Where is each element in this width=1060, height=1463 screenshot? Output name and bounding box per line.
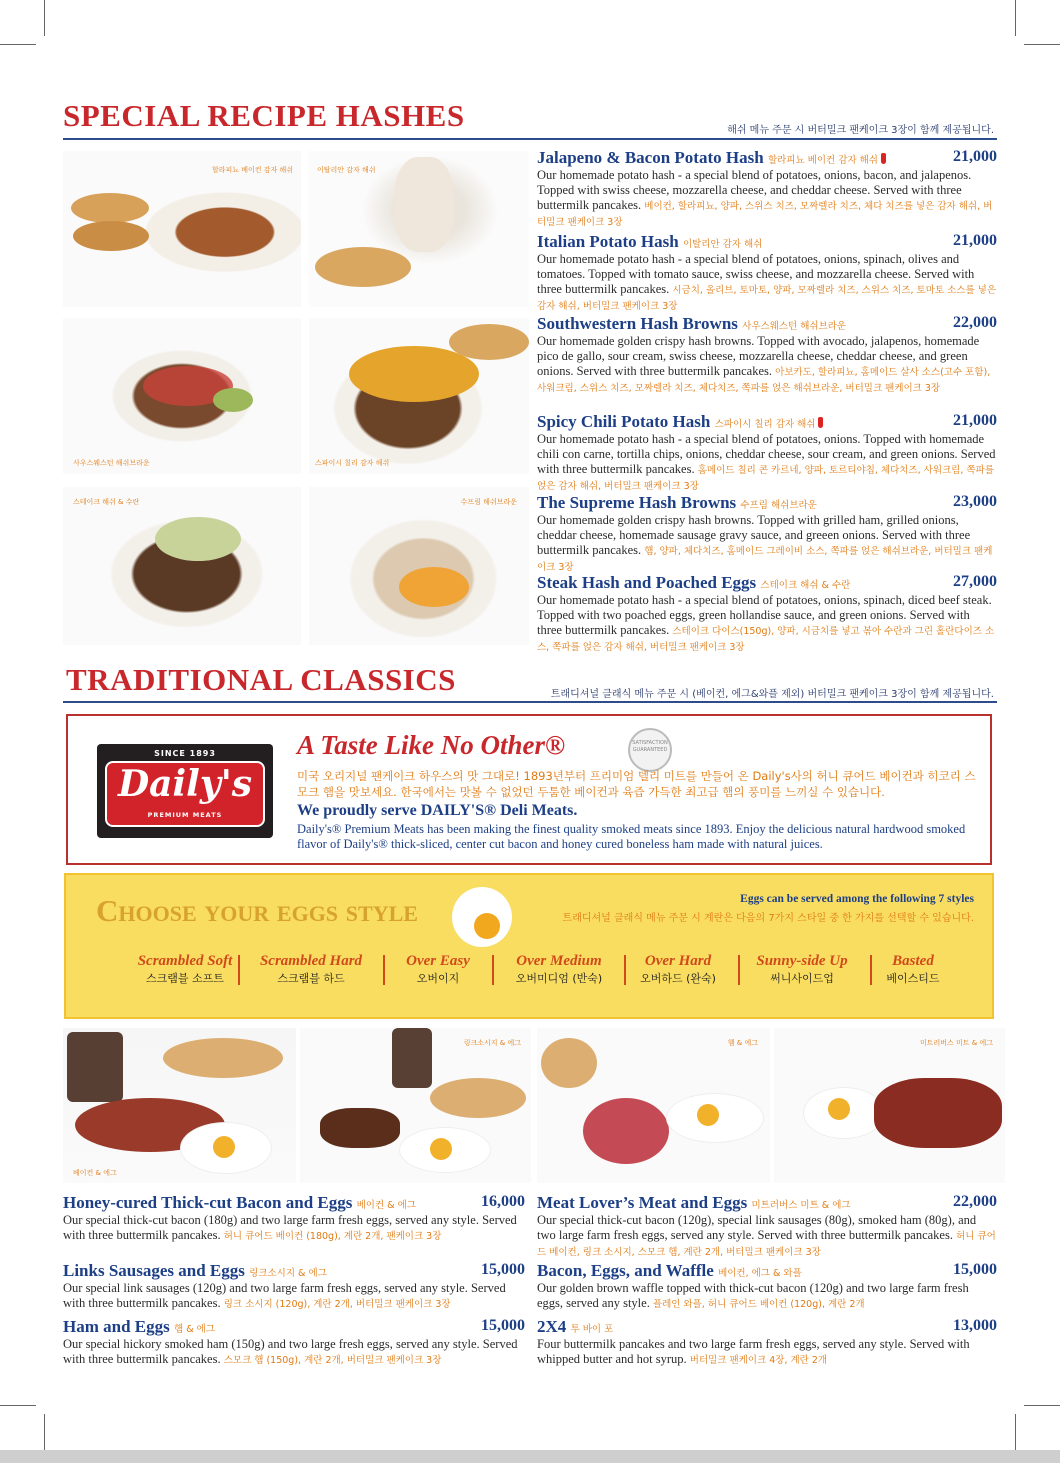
logo-since: SINCE 1893 bbox=[154, 749, 216, 758]
item-name: Ham and Eggs bbox=[63, 1317, 170, 1336]
item-name: Southwestern Hash Browns bbox=[537, 314, 738, 333]
egg-style-over-easy: Over Easy 오버이지 bbox=[406, 953, 470, 985]
crop-mark bbox=[1015, 0, 1016, 36]
item-description-ko: 아보카도, 할라피뇨, 홈메이드 살사 소스(고수 포함), 사워크림, 스위스 치즈, 모짜렐라 치즈, 체다치즈, 쪽파를 얹은 해쉬브라운, 버터밀크 팬케이크 3장 bbox=[537, 367, 991, 394]
item-price: 13,000 bbox=[953, 1317, 997, 1334]
item-name: Steak Hash and Poached Eggs bbox=[537, 573, 757, 592]
item-name-ko: 수프림 해쉬브라운 bbox=[740, 500, 817, 511]
sausages-eggs-photo bbox=[300, 1028, 531, 1183]
dailys-promo-box bbox=[66, 714, 992, 865]
dailys-logo bbox=[97, 744, 273, 838]
photo-tag: 베이컨 & 에그 bbox=[73, 1169, 117, 1177]
dailys-subhead: We proudly serve DAILY'S® Deli Meats. bbox=[297, 802, 578, 819]
menu-item-supreme-hash-browns bbox=[537, 493, 997, 575]
eggs-note-en: Eggs can be served among the following 7 styles bbox=[740, 893, 974, 905]
photo-tag: 링크소시지 & 에그 bbox=[463, 1039, 521, 1047]
menu-item-bacon-eggs-waffle bbox=[537, 1261, 997, 1312]
photo-tag: 미트러버스 미트 & 에그 bbox=[920, 1039, 993, 1047]
classics-section-note: 트래디셔널 클래식 메뉴 주문 시 (베이컨, 에그&와플 제외) 버터밀크 팬케이크 3장이 함께 제공됩니다. bbox=[550, 689, 994, 700]
menu-item-steak-hash bbox=[537, 573, 997, 655]
item-description-ko: 허니 큐어드 베이컨, 링크 소시지, 스모크 햄, 계란 2개, 버터밀크 팬케이크 3장 bbox=[537, 1231, 996, 1258]
menu-item-sausages-eggs bbox=[63, 1261, 525, 1312]
ham-eggs-photo bbox=[537, 1028, 770, 1183]
crop-mark bbox=[44, 1414, 45, 1450]
meat-lovers-photo bbox=[774, 1028, 1005, 1183]
item-price: 21,000 bbox=[953, 232, 997, 249]
item-description: Our homemade potato hash - a special blend of potatoes, onions, spinach, olives and tomatoes. Topped with tomato sauce, swiss cheese, and mozzarella cheese. Served with three buttermilk pancakes. bbox=[537, 252, 975, 296]
item-name: Bacon, Eggs, and Waffle bbox=[537, 1261, 714, 1280]
item-price: 21,000 bbox=[953, 412, 997, 429]
menu-item-meat-lovers bbox=[537, 1193, 997, 1260]
style-divider bbox=[492, 955, 494, 985]
egg-style-scrambled-hard: Scrambled Hard 스크램블 하드 bbox=[259, 953, 363, 985]
dailys-korean-text: 미국 오리지널 팬케이크 하우스의 맛 그대로! 1893년부터 프리미엄 델리 미트를 만들어 온 Daily's사의 허니 큐어드 베이컨과 히코리 스모크 햄을 맛보세요. 한국에서는 맛볼 수 없었던 두툼한 베이컨과 육즙 가득한 최고급 햄의 풍미를 느끼실 수 있습니다. bbox=[297, 769, 976, 799]
style-divider bbox=[383, 955, 385, 985]
egg-style-sunny-side-up: Sunny-side Up 써니사이드업 bbox=[756, 953, 848, 985]
supreme-hash-photo bbox=[309, 487, 529, 645]
egg-icon bbox=[452, 887, 512, 947]
item-description: Our homemade golden crispy hash browns. Topped with grilled ham, grilled onions, cheddar cheese, homemade sausage gravy sauce, and greeen onions. Served with three buttermilk pancakes. bbox=[537, 513, 971, 557]
logo-name: Daily's bbox=[117, 763, 253, 805]
logo-sub: PREMIUM MEATS bbox=[147, 811, 223, 819]
item-name: 2X4 bbox=[537, 1317, 567, 1336]
spicy-chili-hash-photo bbox=[309, 318, 529, 474]
menu-item-ham-eggs bbox=[63, 1317, 525, 1368]
item-name: Italian Potato Hash bbox=[537, 232, 679, 251]
menu-item-southwestern-hash bbox=[537, 314, 997, 396]
satisfaction-seal-icon: SATISFACTION GUARANTEED bbox=[628, 728, 672, 772]
item-description: Our special thick-cut bacon (180g) and two large farm fresh eggs, served any style. Served with three buttermilk pancakes. bbox=[63, 1213, 517, 1242]
eggs-style-box bbox=[64, 873, 994, 1019]
item-description-ko: 스모크 햄 (150g), 계란 2개, 버터밀크 팬케이크 3장 bbox=[223, 1355, 442, 1366]
menu-item-bacon-eggs bbox=[63, 1193, 525, 1244]
eggs-style-title: Choose your eggs style bbox=[96, 893, 418, 928]
item-description-ko: 허니 큐어드 베이컨 (180g), 계란 2개, 팬케이크 3장 bbox=[223, 1231, 442, 1242]
item-description: Our homemade potato hash - a special blend of potatoes, onions. Topped with homemade chili con carne, tortilla chips, onions, cheddar cheese, sour cream, and green onions. Served with three buttermilk pancakes. bbox=[537, 432, 996, 476]
item-name: Jalapeno & Bacon Potato Hash bbox=[537, 148, 764, 167]
photo-tag: 수프림 해쉬브라운 bbox=[460, 498, 517, 506]
photo-tag: 스파이시 칠리 감자 해쉬 bbox=[315, 459, 390, 467]
hashes-section-rule bbox=[63, 138, 997, 140]
chili-icon bbox=[818, 417, 823, 428]
hashes-section-title: SPECIAL RECIPE HASHES bbox=[63, 98, 465, 133]
item-description: Our homemade golden crispy hash browns. Topped with avocado, jalapenos, homemade pico de gallo, sour cream, swiss cheese, mozzarella cheese, cheddar cheese, and green onions. Served with three buttermilk pancakes. bbox=[537, 334, 980, 378]
item-name: Links Sausages and Eggs bbox=[63, 1261, 245, 1280]
item-name: Honey-cured Thick-cut Bacon and Eggs bbox=[63, 1193, 353, 1212]
item-description: Our special link sausages (120g) and two large farm fresh eggs, served any style. Served with three buttermilk pancakes. bbox=[63, 1281, 506, 1310]
crop-mark bbox=[1015, 1414, 1016, 1450]
hashes-section-note: 해쉬 메뉴 주문 시 버터밀크 팬케이크 3장이 함께 제공됩니다. bbox=[727, 125, 994, 136]
photo-tag: 이탈리안 감자 해쉬 bbox=[317, 166, 376, 174]
item-description-ko: 플레인 와플, 허니 큐어드 베이컨 (120g), 계란 2개 bbox=[652, 1299, 865, 1310]
chili-icon bbox=[881, 153, 886, 164]
egg-style-over-medium: Over Medium 오버미디엄 (반숙) bbox=[515, 953, 603, 985]
item-name-ko: 사우스웨스턴 해쉬브라운 bbox=[742, 321, 847, 332]
item-name: Spicy Chili Potato Hash bbox=[537, 412, 711, 431]
italian-hash-photo bbox=[309, 151, 529, 307]
menu-item-italian-hash bbox=[537, 232, 997, 314]
menu-item-spicy-chili-hash bbox=[537, 412, 997, 494]
crop-mark bbox=[1024, 44, 1060, 45]
crop-mark bbox=[0, 1405, 36, 1406]
menu-item-jalapeno-bacon-hash bbox=[537, 148, 997, 230]
item-description-ko: 시금치, 올리브, 토마토, 양파, 모짜렐라 치즈, 스위스 치즈, 토마토 소스를 넣은 감자 해쉬, 버터밀크 팬케이크 3장 bbox=[537, 285, 997, 312]
item-description-ko: 햄, 양파, 체다치즈, 홈메이드 그레이비 소스, 쪽파를 얹은 해쉬브라운, 버터밀크 팬케이크 3장 bbox=[537, 546, 993, 573]
item-description: Our special hickory smoked ham (150g) and two large fresh eggs, served any style. Served with three buttermilk pancakes. bbox=[63, 1337, 518, 1366]
item-description-ko: 베이컨, 할라피뇨, 양파, 스위스 치즈, 모짜렐라 치즈, 체다 치즈를 넣은 감자 해쉬, 버터밀크 팬케이크 3장 bbox=[537, 201, 993, 228]
photo-tag: 햄 & 에그 bbox=[727, 1039, 758, 1047]
bacon-eggs-photo bbox=[63, 1028, 296, 1183]
item-name-ko: 링크소시지 & 에그 bbox=[249, 1268, 327, 1279]
item-name-ko: 미트러버스 미트 & 에그 bbox=[751, 1200, 851, 1211]
crop-mark bbox=[44, 0, 45, 36]
item-name-ko: 이탈리안 감자 해쉬 bbox=[682, 239, 763, 250]
menu-item-2x4 bbox=[537, 1317, 997, 1368]
item-description-ko: 스테이크 다이스(150g), 양파, 시금치를 넣고 볶아 수란과 그린 홀란다이즈 소스, 쪽파를 얹은 감자 해쉬, 버터밀크 팬케이크 3장 bbox=[537, 626, 995, 653]
jalapeno-hash-photo bbox=[63, 151, 301, 307]
item-name-ko: 햄 & 에그 bbox=[174, 1324, 215, 1335]
photo-tag: 할라피뇨 베이컨 감자 해쉬 bbox=[211, 166, 293, 174]
item-description: Our special thick-cut bacon (120g), special link sausages (80g), smoked ham (80g), and two large farm fresh eggs, served any style. Served with three buttermilk pancakes. bbox=[537, 1213, 977, 1242]
item-description: Our golden brown waffle topped with thick-cut bacon (120g) and two large farm fresh eggs, served any style. bbox=[537, 1281, 969, 1310]
photo-tag: 스테이크 해쉬 & 수란 bbox=[73, 498, 140, 506]
item-name: The Supreme Hash Browns bbox=[537, 493, 737, 512]
dailys-body: Daily's® Premium Meats has been making the finest quality smoked meats since 1893. Enjoy the delicious natural hardwood smoked flavor of Daily's® thick-sliced, center cut bacon and honey cured boneless ham made with natural juices. bbox=[297, 822, 966, 851]
style-divider bbox=[738, 955, 740, 985]
item-price: 21,000 bbox=[953, 148, 997, 165]
dailys-headline: A Taste Like No Other® bbox=[297, 730, 566, 760]
item-description-ko: 링크 소시지 (120g), 계란 2개, 버터밀크 팬케이크 3장 bbox=[223, 1299, 451, 1310]
egg-style-over-hard: Over Hard 오버하드 (완숙) bbox=[640, 953, 716, 985]
eggs-note-ko: 트래디셔널 클래식 메뉴 주문 시 계란은 다음의 7가지 스타일 중 한 가지를 선택할 수 있습니다. bbox=[562, 913, 974, 924]
item-description: Four buttermilk pancakes and two large farm fresh eggs, served any style. Served with whipped butter and hot syrup. bbox=[537, 1337, 970, 1366]
item-description-ko: 버터밀크 팬케이크 4장, 계란 2개 bbox=[689, 1355, 828, 1366]
item-name-ko: 베이컨 & 에그 bbox=[356, 1200, 416, 1211]
photo-tag: 사우스웨스턴 해쉬브라운 bbox=[73, 459, 150, 467]
item-description-ko: 홈메이드 칠리 콘 카르네, 양파, 토르티야칩, 체다치즈, 사워크림, 쪽파를 얹은 감자 해쉬, 버터밀크 팬케이크 3장 bbox=[537, 465, 994, 492]
classics-section-rule bbox=[63, 701, 997, 703]
item-description: Our homemade potato hash - a special blend of potatoes, onions, bacon, and jalapenos. Topped with swiss cheese, mozzarella cheese, and cheddar cheese. Served with three buttermilk pancakes. bbox=[537, 168, 972, 212]
item-price: 15,000 bbox=[953, 1261, 997, 1278]
egg-style-basted: Basted 베이스티드 bbox=[886, 953, 940, 985]
egg-style-scrambled-soft: Scrambled Soft 스크램블 소프트 bbox=[137, 953, 233, 985]
item-price: 22,000 bbox=[953, 314, 997, 331]
item-name: Meat Lover’s Meat and Eggs bbox=[537, 1193, 748, 1212]
item-price: 22,000 bbox=[953, 1193, 997, 1210]
item-price: 27,000 bbox=[953, 573, 997, 590]
steak-hash-photo bbox=[63, 487, 301, 645]
crop-mark bbox=[1024, 1405, 1060, 1406]
item-price: 15,000 bbox=[481, 1317, 525, 1334]
crop-mark bbox=[0, 44, 36, 45]
item-price: 15,000 bbox=[481, 1261, 525, 1278]
item-name-ko: 스파이시 칠리 감자 해쉬 bbox=[714, 419, 816, 430]
item-price: 16,000 bbox=[481, 1193, 525, 1210]
style-divider bbox=[238, 955, 240, 985]
item-name-ko: 할라피뇨 베이컨 감자 해쉬 bbox=[767, 155, 878, 166]
item-name-ko: 스테이크 해쉬 & 수란 bbox=[760, 580, 851, 591]
classics-section-title: TRADITIONAL CLASSICS bbox=[66, 662, 456, 697]
item-price: 23,000 bbox=[953, 493, 997, 510]
item-description: Our homemade potato hash - a special blend of potatoes, onions, spinach, diced beef steak. Topped with two poached eggs, green hollandise sauce, and green onions. Served with three buttermilk pancakes. bbox=[537, 593, 992, 637]
item-name-ko: 투 바이 포 bbox=[570, 1324, 614, 1335]
southwestern-hash-photo bbox=[63, 318, 301, 474]
item-name-ko: 베이컨, 에그 & 와플 bbox=[718, 1268, 802, 1279]
style-divider bbox=[870, 955, 872, 985]
style-divider bbox=[624, 955, 626, 985]
